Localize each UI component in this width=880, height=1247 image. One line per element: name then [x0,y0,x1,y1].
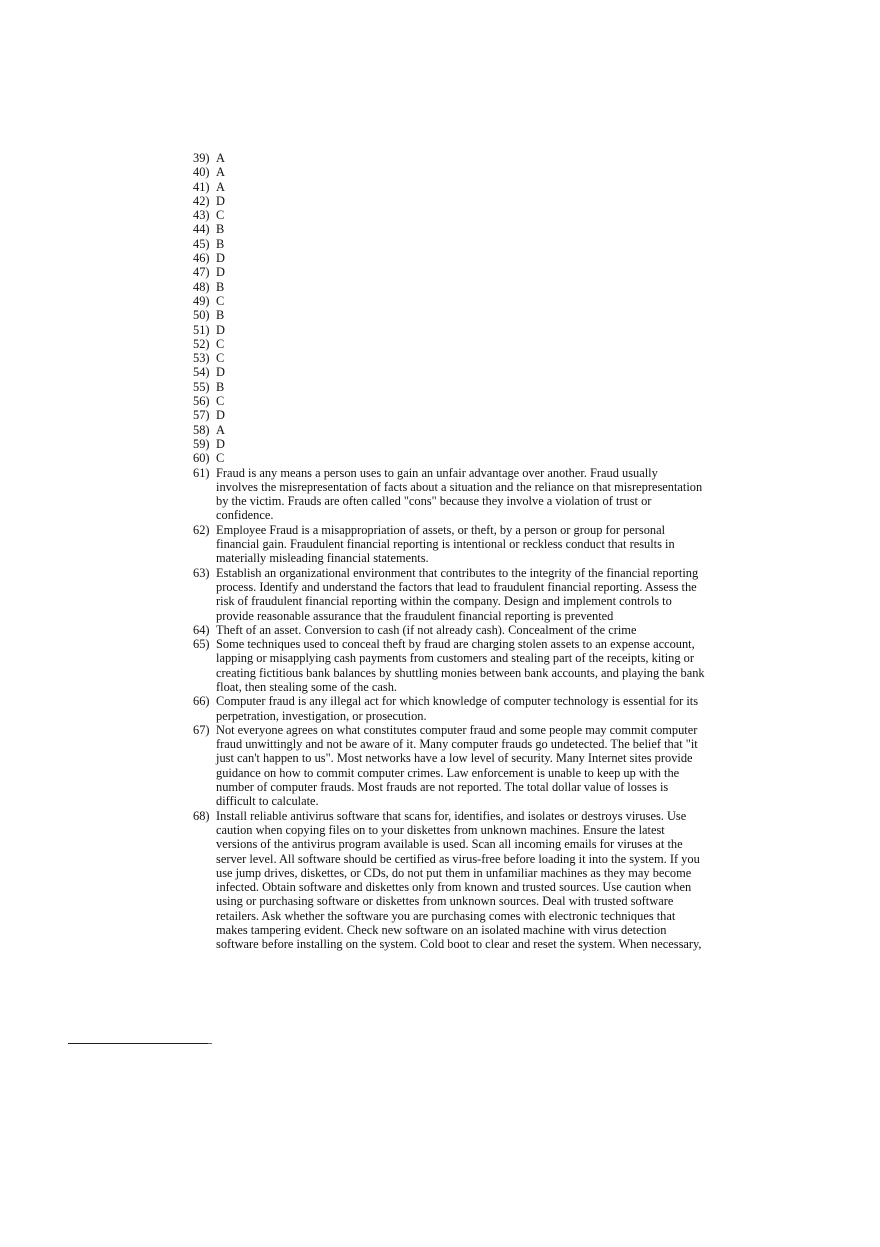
answer-text-line: C [216,394,225,409]
answer-text-line: guidance on how to commit computer crimes. Law enforcement is unable to keep up with the [216,765,680,780]
answer-text-line: B [216,279,225,294]
answer-text-line: B [216,236,225,251]
answer-number: 66) [193,694,210,709]
answer-text-line: using or purchasing software or diskettes from unknown sources. Deal with trusted software [216,894,674,909]
answer-text [216,394,723,408]
answer-text [216,723,723,809]
answer-text [216,151,723,165]
answer-number: 65) [193,637,210,652]
answer-text-line: just can't happen to us". Most networks have a low level of security. Many Internet sites provide [216,751,693,766]
answer-item [193,180,723,194]
answer-text-line: software before installing on the system. Cold boot to clear and reset the system. When necessary, [216,937,702,952]
answer-text-line: C [216,336,225,351]
answer-text-line: C [216,451,225,466]
answer-number: 61) [193,465,210,480]
answer-item [193,408,723,422]
answer-text [216,437,723,451]
answer-text [216,194,723,208]
answer-item [193,380,723,394]
answer-text [216,637,723,694]
answer-text-line: by the victim. Frauds are often called "cons" because they involve a violation of trust or [216,494,652,509]
answer-text [216,308,723,322]
answer-text-line: A [216,165,225,180]
answer-item [193,208,723,222]
answer-text-line: D [216,322,225,337]
answer-text [216,351,723,365]
answer-text-line: number of computer frauds. Most frauds are not reported. The total dollar value of losses is [216,780,669,795]
answer-text-line: Establish an organizational environment that contributes to the integrity of the financial reporting [216,565,699,580]
answer-text-line: D [216,436,225,451]
answer-number: 48) [193,279,210,294]
answer-text [216,237,723,251]
answer-text-line: D [216,251,225,266]
answer-text-line: caution when copying files on to your diskettes from unknown machines. Ensure the latest [216,822,665,837]
answer-item [193,251,723,265]
answer-number: 56) [193,394,210,409]
answer-item [193,394,723,408]
answer-item [193,222,723,236]
answer-text-line: difficult to calculate. [216,794,319,809]
answer-text-line: A [216,422,225,437]
answer-text-line: retailers. Ask whether the software you are purchasing comes with electronic techniques that [216,908,676,923]
answer-text-line: C [216,208,225,223]
answer-text-line: server level. All software should be certified as virus-free before loading it into the system. If you [216,851,700,866]
answer-number: 43) [193,208,210,223]
answer-number: 64) [193,622,210,637]
answer-text-line: lapping or misapplying cash payments from customers and stealing part of the receipts, kiting or [216,651,694,666]
answer-item [193,323,723,337]
answer-text [216,265,723,279]
answer-item [193,466,723,523]
answer-text-line: risk of fraudulent financial reporting within the company. Design and implement controls to [216,594,672,609]
answer-text-line: perpetration, investigation, or prosecution. [216,708,427,723]
answer-text-line: D [216,408,225,423]
answer-text [216,380,723,394]
answer-text-line: A [216,151,225,165]
answer-number: 59) [193,436,210,451]
answer-text-line: D [216,193,225,208]
answer-text-line: Employee Fraud is a misappropriation of assets, or theft, by a person or group for personal [216,522,666,537]
answer-item [193,637,723,694]
answer-number: 63) [193,565,210,580]
answer-number: 62) [193,522,210,537]
answer-text-line: materially misleading financial statements. [216,551,429,566]
answer-number: 49) [193,293,210,308]
answer-text [216,222,723,236]
answer-number: 44) [193,222,210,237]
answer-number: 40) [193,165,210,180]
answer-text-line: creating fictitious bank balances by shuttling monies between bank accounts, and playing the bank [216,665,705,680]
answer-key-list [193,151,723,952]
answer-text [216,809,723,952]
answer-text-line: Some techniques used to conceal theft by fraud are charging stolen assets to an expense account, [216,637,695,652]
answer-item [193,523,723,566]
answer-item [193,423,723,437]
answer-number: 51) [193,322,210,337]
answer-text-line: Fraud is any means a person uses to gain an unfair advantage over another. Fraud usually [216,465,658,480]
answer-number: 45) [193,236,210,251]
answer-text-line: C [216,293,225,308]
answer-number: 57) [193,408,210,423]
answer-text-line: infected. Obtain software and diskettes only from known and trusted sources. Use caution when [216,880,692,895]
answer-text-line: financial gain. Fraudulent financial reporting is intentional or reckless conduct that results in [216,537,675,552]
answer-item [193,365,723,379]
answer-text-line: B [216,222,225,237]
answer-text-line: D [216,365,225,380]
answer-item [193,165,723,179]
answer-item [193,566,723,623]
answer-text-line: C [216,351,225,366]
answer-text [216,208,723,222]
answer-number: 68) [193,808,210,823]
answer-item [193,194,723,208]
answer-number: 52) [193,336,210,351]
answer-text [216,294,723,308]
answer-text [216,466,723,523]
answer-number: 67) [193,722,210,737]
answer-item [193,308,723,322]
footnote-separator-tail [208,1043,212,1044]
answer-text-line: Computer fraud is any illegal act for which knowledge of computer technology is essential for its [216,694,699,709]
answer-number: 54) [193,365,210,380]
answer-number: 41) [193,179,210,194]
answer-item [193,351,723,365]
answer-text-line: involves the misrepresentation of facts about a situation and the reliance on that misrepresentation [216,479,703,494]
answer-item [193,337,723,351]
answer-number: 55) [193,379,210,394]
footnote-separator [68,1043,208,1044]
answer-text-line: Theft of an asset. Conversion to cash (if not already cash). Concealment of the crime [216,622,637,637]
answer-text [216,251,723,265]
answer-text [216,337,723,351]
answer-item [193,694,723,723]
answer-text [216,566,723,623]
answer-text [216,451,723,465]
answer-number: 60) [193,451,210,466]
answer-number: 42) [193,193,210,208]
answer-text-line: provide reasonable assurance that the fraudulent financial reporting is prevented [216,608,614,623]
answer-number: 47) [193,265,210,280]
answer-number: 50) [193,308,210,323]
answer-text-line: Not everyone agrees on what constitutes computer fraud and some people may commit computer [216,722,698,737]
answer-text [216,423,723,437]
answer-text-line: Install reliable antivirus software that scans for, identifies, and isolates or destroys viruses. Use [216,808,687,823]
answer-item [193,265,723,279]
answer-text-line: B [216,379,225,394]
answer-text-line: process. Identify and understand the factors that lead to fraudulent financial reporting. Assess the [216,579,697,594]
answer-text-line: A [216,179,225,194]
answer-text-line: use jump drives, diskettes, or CDs, do not put them in unfamiliar machines as they may become [216,865,692,880]
answer-number: 39) [193,151,210,165]
answer-text-line: makes tampering evident. Check new software on an isolated machine with virus detection [216,923,667,938]
answer-text-line: D [216,265,225,280]
answer-number: 58) [193,422,210,437]
answer-item [193,237,723,251]
answer-item [193,809,723,952]
answer-text-line: B [216,308,225,323]
answer-text [216,165,723,179]
answer-text-line: versions of the antivirus program available is used. Scan all incoming emails for viruses at the [216,837,683,852]
answer-item [193,623,723,637]
answer-text [216,280,723,294]
answer-text-line: confidence. [216,508,274,523]
answer-text-line: fraud unwittingly and not be aware of it. Many computer frauds go undetected. The belief that "it [216,737,698,752]
answer-item [193,723,723,809]
answer-item [193,280,723,294]
answer-item [193,451,723,465]
answer-text [216,365,723,379]
answer-item [193,294,723,308]
answer-item [193,151,723,165]
answer-number: 53) [193,351,210,366]
answer-text-line: float, then stealing some of the cash. [216,679,397,694]
answer-text [216,523,723,566]
answer-item [193,437,723,451]
answer-text [216,694,723,723]
answer-text [216,623,723,637]
answer-text [216,180,723,194]
answer-text [216,323,723,337]
answer-text [216,408,723,422]
answer-number: 46) [193,251,210,266]
